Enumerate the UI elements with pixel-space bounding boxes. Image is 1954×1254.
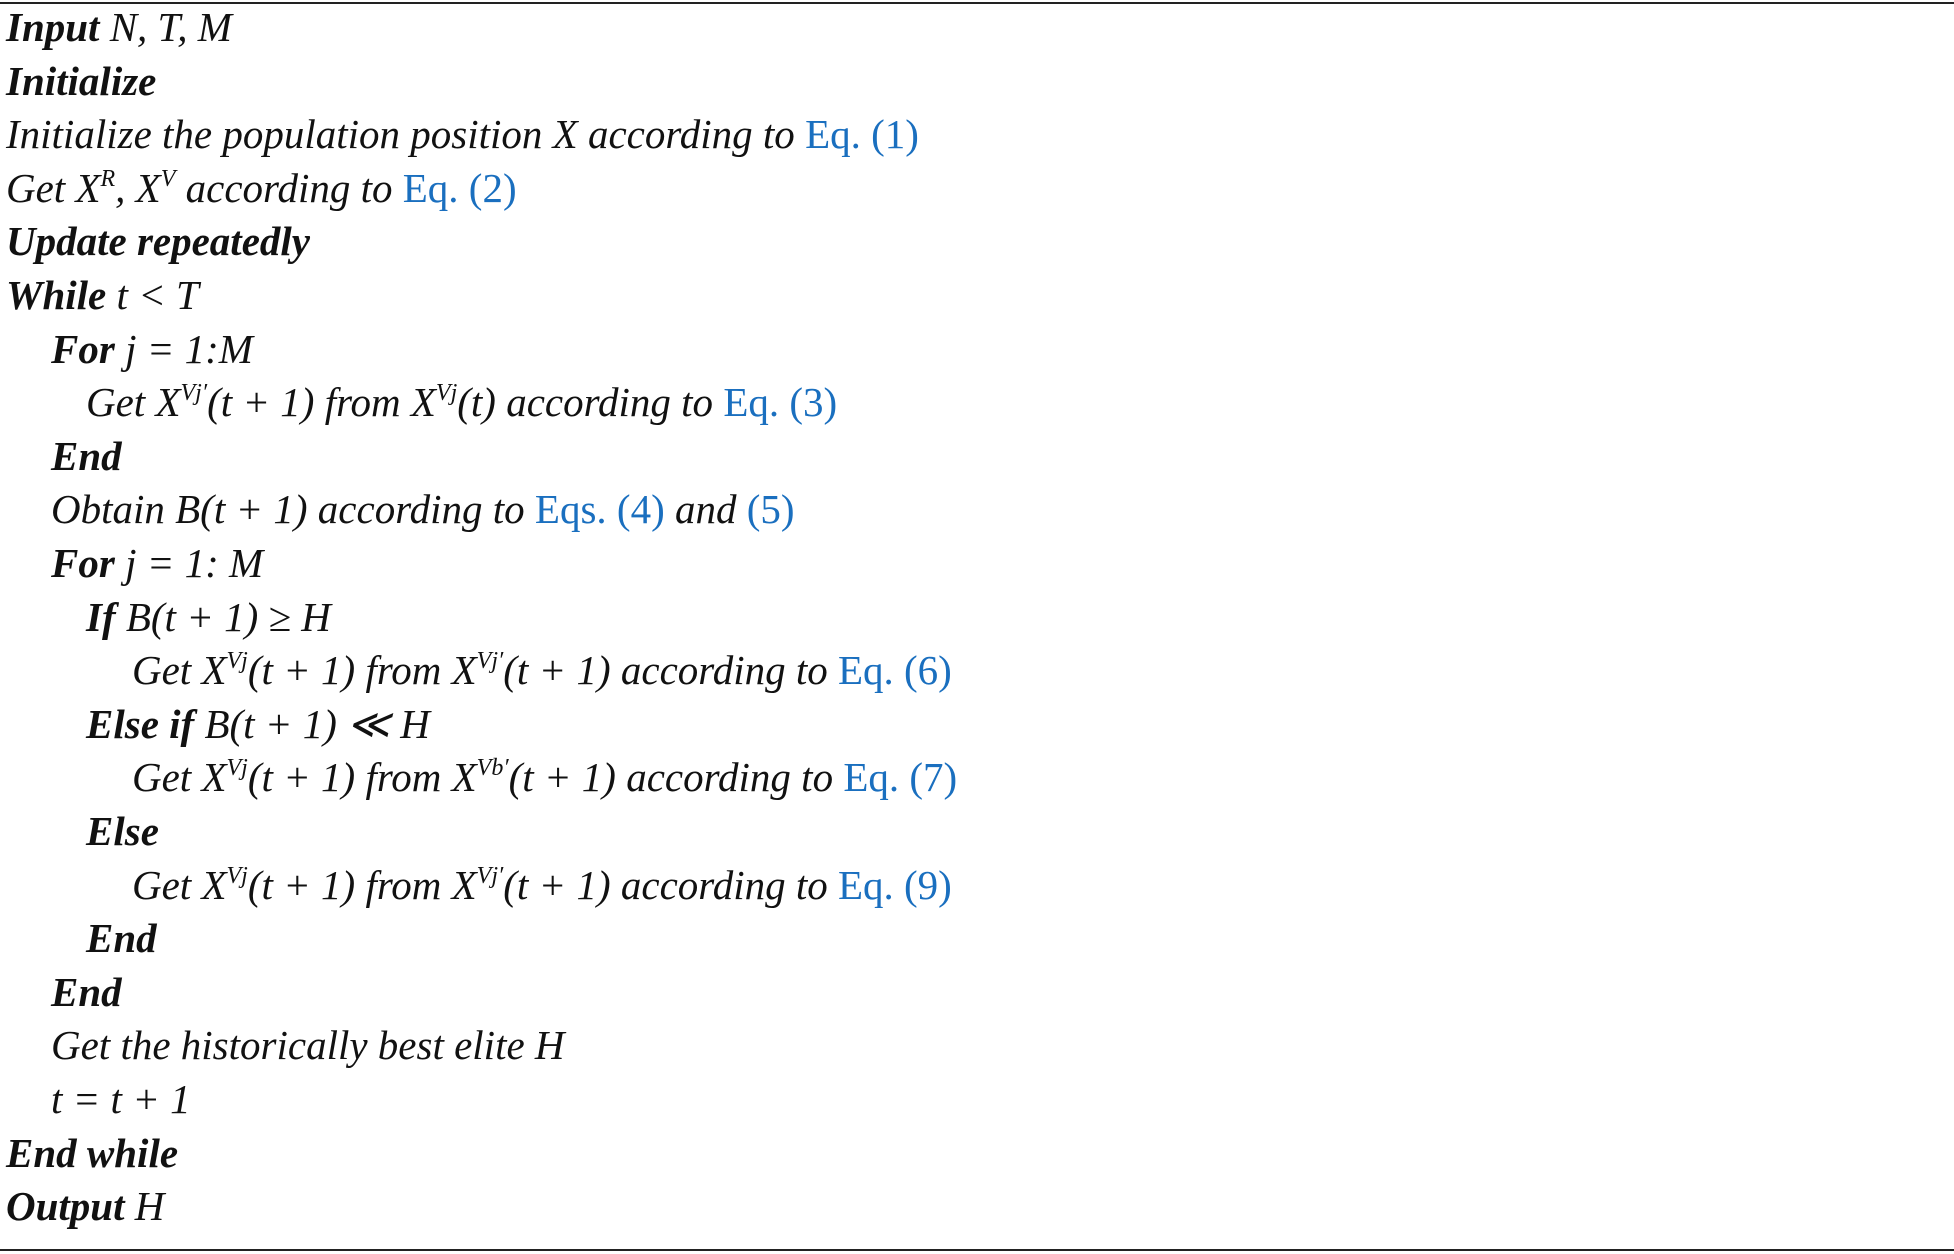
- line-obtain-b: [6, 482, 795, 536]
- line-increment-t: [6, 1072, 191, 1126]
- keyword-while: While: [6, 272, 107, 318]
- line-text: (t + 1) from X: [207, 379, 436, 426]
- line-text: (t + 1) from X: [247, 861, 477, 908]
- line-get-xvj-eq6: [6, 643, 952, 697]
- line-else-if: [6, 697, 430, 751]
- line-get-xr-xv: [6, 161, 517, 215]
- eq-ref-link[interactable]: Eq. (7): [843, 754, 958, 801]
- superscript: Vj: [435, 380, 458, 407]
- line-text: H: [124, 1183, 165, 1230]
- line-text: t < T: [106, 272, 199, 318]
- line-else: [6, 804, 159, 858]
- line-initialize: [6, 54, 156, 108]
- keyword-end-while: End while: [6, 1129, 179, 1176]
- line-text: t = t + 1: [51, 1076, 191, 1122]
- line-text: B(t + 1) ≪ H: [194, 700, 430, 747]
- line-text: Get X: [6, 164, 101, 211]
- line-text: (t + 1) according to: [503, 861, 838, 908]
- superscript: Vj′: [180, 380, 208, 407]
- line-text: (t) according to: [457, 379, 724, 426]
- superscript: Vj: [226, 648, 248, 675]
- eq-ref-link[interactable]: Eq. (2): [402, 164, 517, 211]
- superscript: Vj: [226, 755, 248, 782]
- keyword-end: End: [51, 432, 122, 479]
- keyword-for: For: [51, 325, 115, 372]
- eq-ref-link[interactable]: Eqs. (4): [534, 486, 665, 533]
- superscript: Vj′: [476, 648, 504, 675]
- line-text: Get X: [132, 861, 227, 908]
- line-text: B(t + 1) ≥ H: [115, 593, 331, 640]
- line-get-xvj-eq9: [6, 858, 952, 912]
- line-text: j = 1: M: [114, 540, 264, 586]
- superscript: Vj: [226, 862, 248, 889]
- line-end-while: [6, 1126, 178, 1180]
- keyword-update: Update repeatedly: [6, 218, 310, 265]
- eq-ref-link[interactable]: (5): [746, 486, 795, 533]
- line-text: N, T, M: [99, 4, 232, 50]
- superscript: Vb′: [476, 755, 509, 782]
- line-text: Get the historically best elite H: [51, 1022, 565, 1069]
- line-for-1: [6, 322, 253, 376]
- keyword-initialize: Initialize: [6, 57, 157, 104]
- line-end-for-1: [6, 429, 122, 483]
- line-text: , X: [115, 164, 161, 211]
- line-init-population: [6, 107, 919, 161]
- keyword-end: End: [86, 915, 157, 962]
- line-input: [6, 0, 232, 54]
- line-text: Initialize the population position X according to: [6, 111, 806, 158]
- top-rule: [0, 2, 1954, 4]
- eq-ref-link[interactable]: Eq. (3): [723, 379, 838, 426]
- line-output: [6, 1179, 164, 1233]
- keyword-for: For: [51, 540, 115, 586]
- line-while: [6, 268, 199, 322]
- line-get-xvj-prime: [6, 375, 837, 429]
- eq-ref-link[interactable]: Eq. (1): [805, 111, 919, 158]
- line-text: j = 1:M: [114, 325, 253, 372]
- bottom-rule: [0, 1249, 1954, 1251]
- line-text: Get X: [86, 379, 181, 426]
- line-get-best-elite: [6, 1018, 565, 1072]
- keyword-output: Output: [6, 1183, 125, 1230]
- line-text: Get X: [132, 754, 227, 801]
- line-end-for-2: [6, 965, 122, 1019]
- superscript: Vj′: [476, 862, 504, 889]
- line-text: according to: [175, 164, 403, 211]
- keyword-end: End: [51, 968, 122, 1015]
- keyword-else-if: Else if: [86, 700, 195, 747]
- line-text: (t + 1) according to: [503, 647, 838, 694]
- line-text: (t + 1) from X: [247, 754, 477, 801]
- line-end-if: [6, 911, 157, 965]
- line-if: [6, 590, 331, 644]
- line-text: (t + 1) according to: [508, 754, 844, 801]
- line-text: Obtain B(t + 1) according to: [51, 486, 535, 533]
- line-update-repeatedly: [6, 214, 310, 268]
- line-get-xvj-eq7: [6, 750, 957, 804]
- keyword-else: Else: [86, 808, 159, 854]
- superscript: V: [160, 165, 176, 192]
- line-text: Get X: [132, 647, 227, 694]
- line-text: (t + 1) from X: [247, 647, 477, 694]
- keyword-input: Input: [6, 4, 100, 50]
- eq-ref-link[interactable]: Eq. (6): [837, 647, 952, 694]
- keyword-if: If: [86, 593, 116, 640]
- eq-ref-link[interactable]: Eq. (9): [837, 861, 952, 908]
- line-text: and: [664, 486, 747, 533]
- superscript: R: [100, 165, 116, 192]
- line-for-2: [6, 536, 263, 590]
